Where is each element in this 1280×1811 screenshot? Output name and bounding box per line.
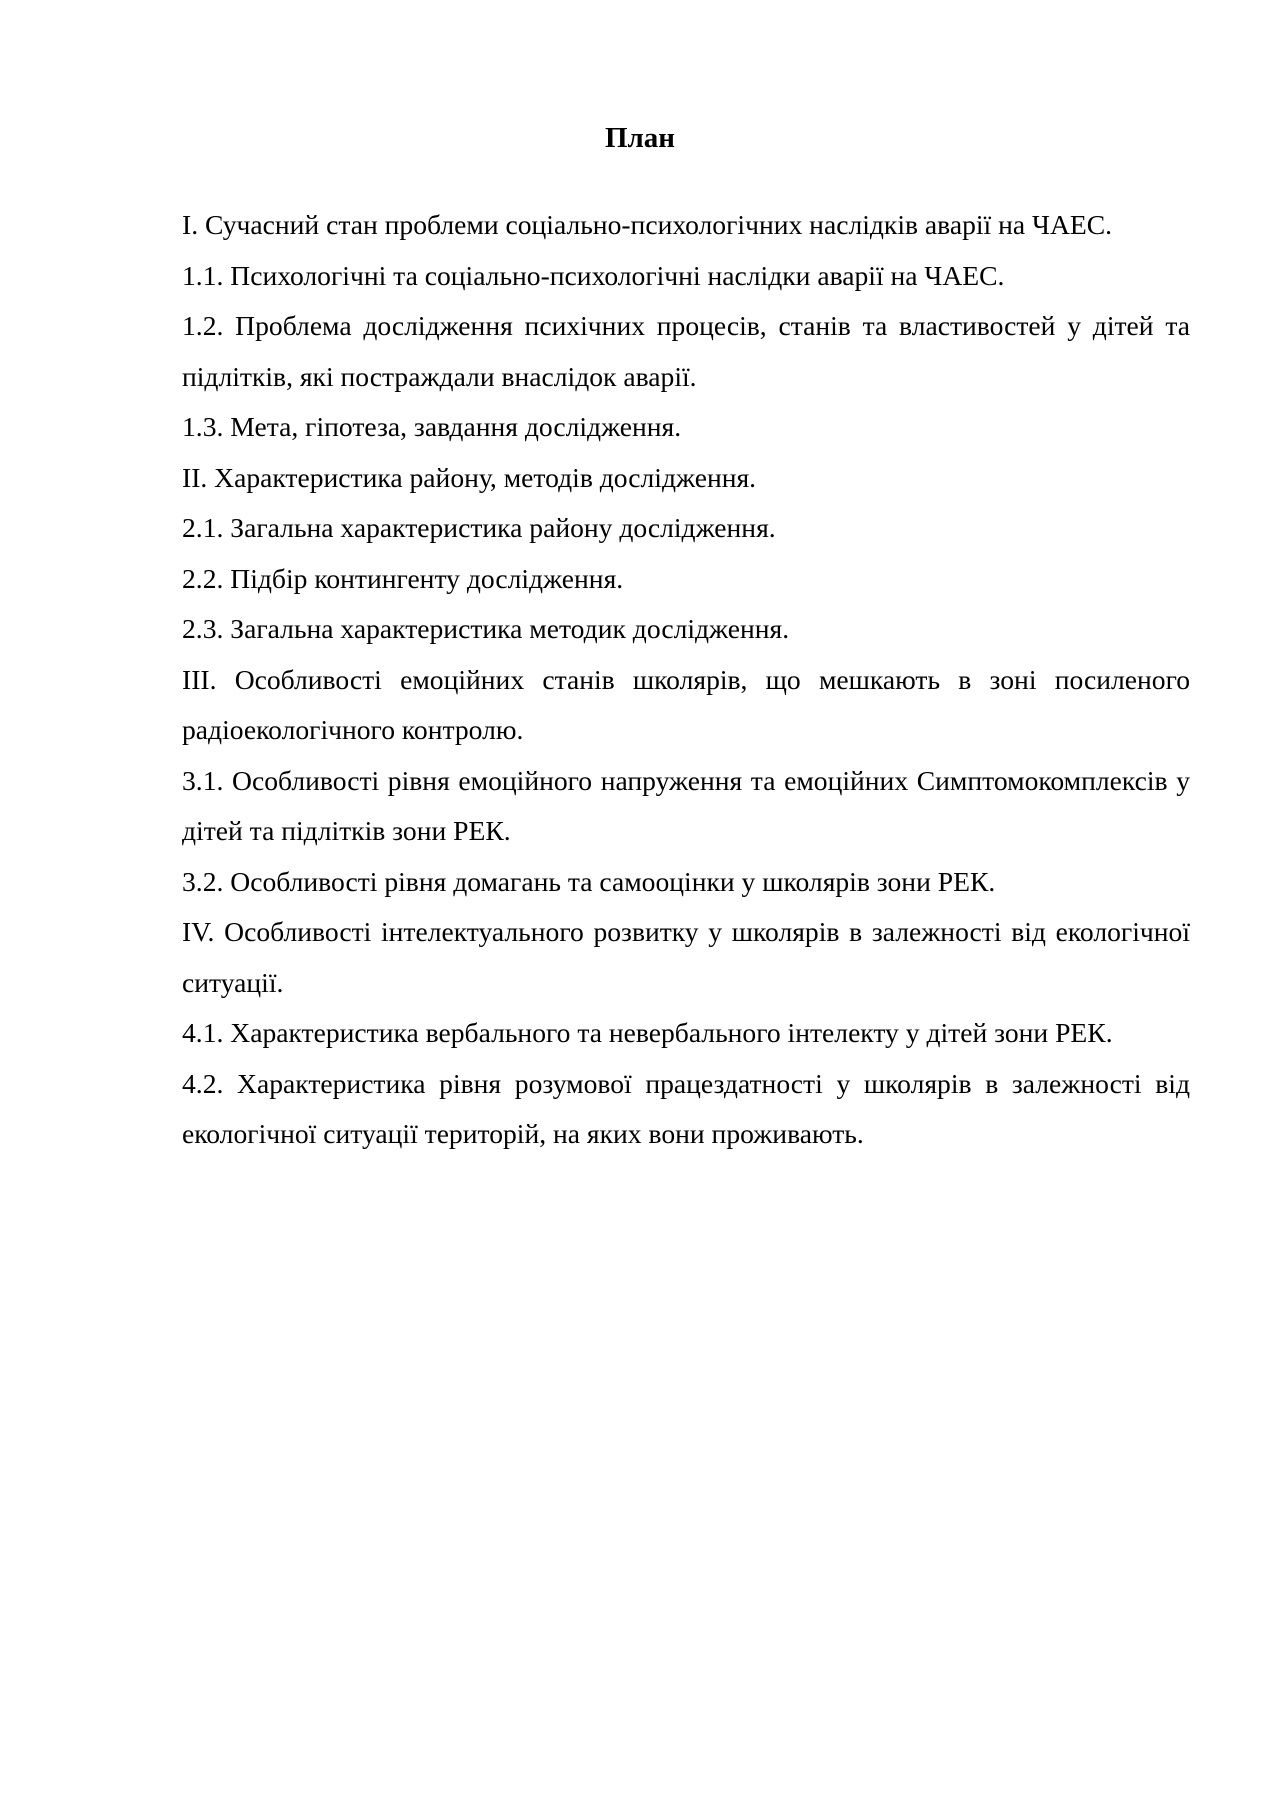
plan-item-section-1: I. Сучасний стан проблеми соціально-психологічних наслідків аварії на ЧАЕС.	[182, 209, 1113, 240]
plan-item-2-1: 2.1. Загальна характеристика району дослідження.	[182, 512, 776, 543]
plan-item-1-2: 1.2. Проблема дослідження психічних процесів, станів та властивостей у дітей та підлітків, які постраждали внаслідок аварії.	[182, 310, 1190, 392]
plan-item-3-2: 3.2. Особливості рівня домагань та самооцінки у школярів зони РЕК.	[182, 865, 996, 897]
plan-item-1-3: 1.3. Мета, гіпотеза, завдання дослідження.	[182, 411, 682, 442]
plan-item-1-1: 1.1. Психологічні та соціально-психологічні наслідки аварії на ЧАЕС.	[182, 259, 1005, 291]
plan-item-2-2: 2.2. Підбір контингенту дослідження.	[182, 562, 624, 594]
plan-item-4-2: 4.2. Характеристика рівня розумової працездатності у школярів в залежності від екологічної ситуації територій, на яких вони проживають.	[182, 1067, 1190, 1149]
plan-item-4-1: 4.1. Характеристика вербального та невербального інтелекту у дітей зони РЕК.	[182, 1017, 1113, 1048]
page-title: План	[604, 122, 676, 154]
plan-item-section-3: III. Особливості емоційних станів школярів, що мешкають в зоні посиленого радіоекологічного контролю.	[182, 663, 1190, 745]
plan-item-section-4: IV. Особливості інтелектуального розвитку у школярів в залежності від екологічної ситуації.	[182, 916, 1190, 998]
plan-item-section-2: II. Характеристика району, методів дослідження.	[182, 461, 757, 493]
plan-item-2-3: 2.3. Загальна характеристика методик дослідження.	[182, 613, 790, 644]
plan-item-3-1: 3.1. Особливості рівня емоційного напруження та емоційних Симптомокомплексів у дітей та підлітків зони РЕК.	[182, 764, 1190, 846]
plan-list	[182, 200, 1190, 1160]
